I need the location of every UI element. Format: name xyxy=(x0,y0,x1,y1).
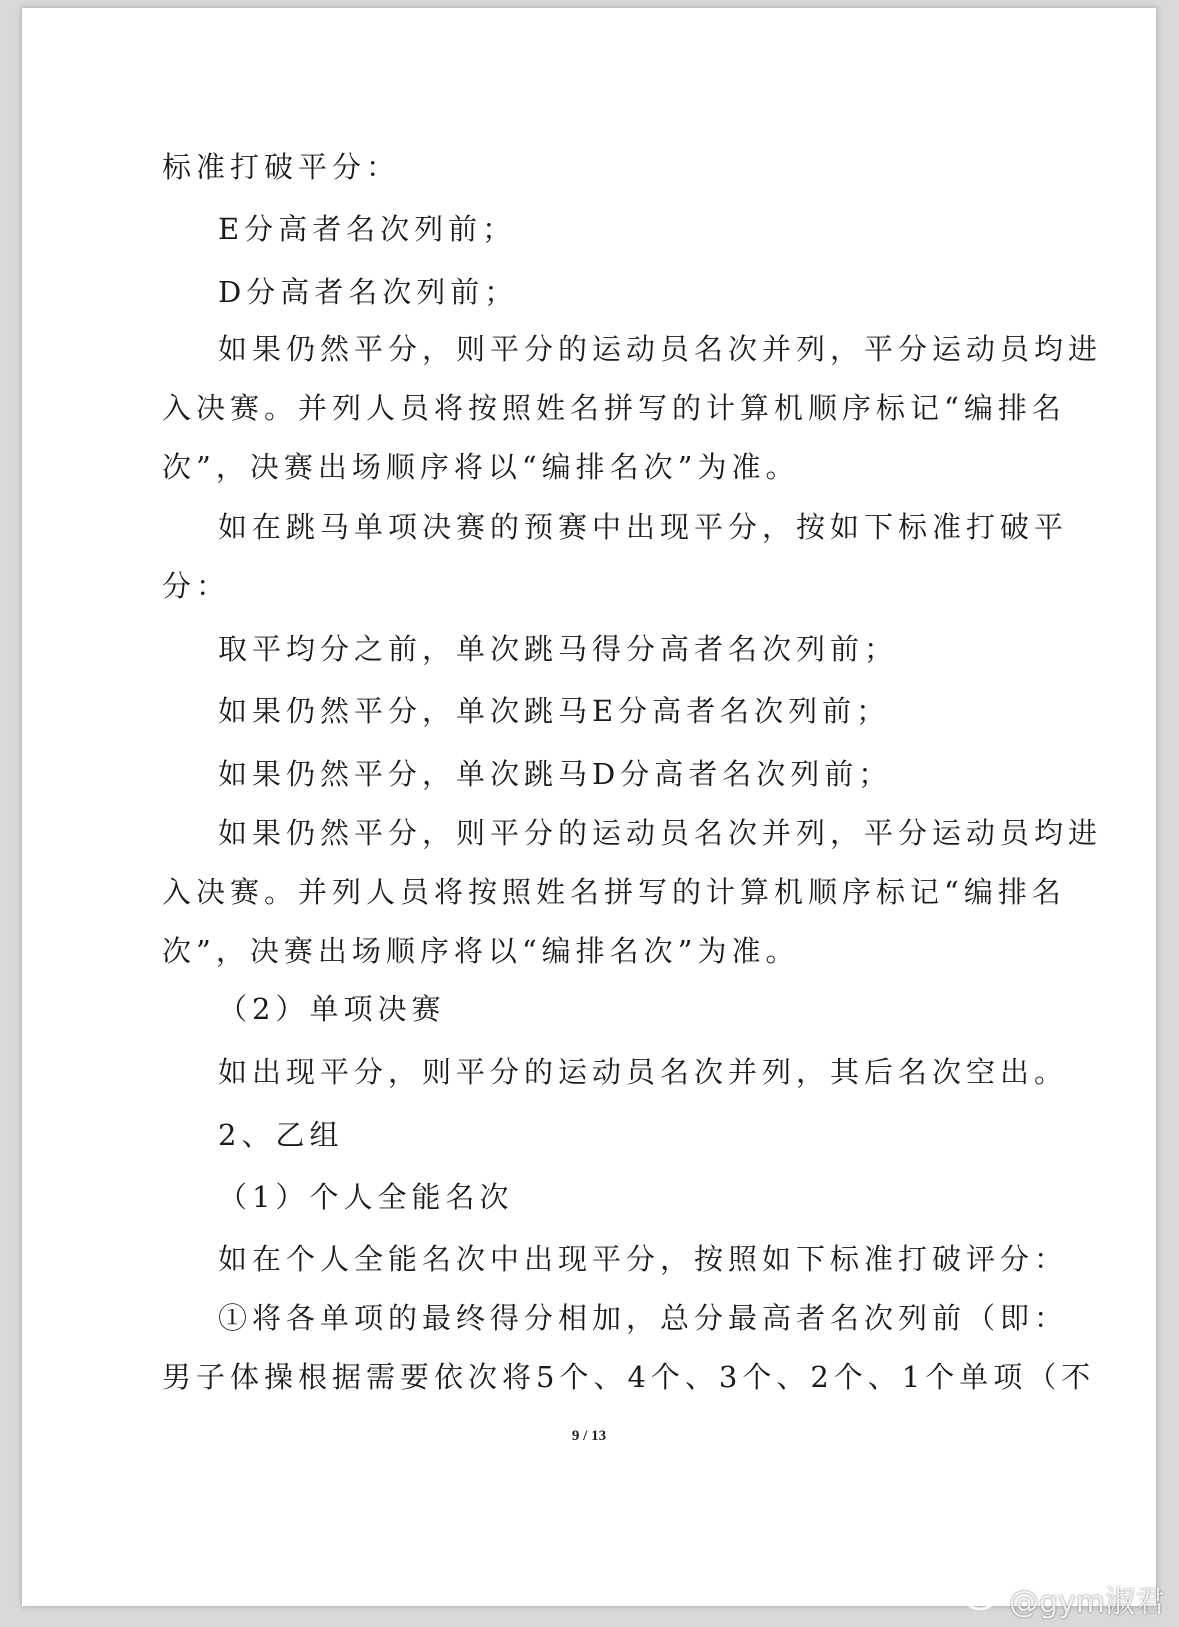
section-heading: 2、乙组 xyxy=(218,1118,344,1152)
page-number: 9 / 13 xyxy=(571,1428,607,1444)
weibo-logo-icon xyxy=(963,1578,1003,1620)
section-heading: （1）个人全能名次 xyxy=(218,1180,514,1214)
paragraph-line: 次”，决赛出场顺序将以“编排名次”为准。 xyxy=(162,934,800,968)
paragraph-line: 如在跳马单项决赛的预赛中出现平分，按如下标准打破平 xyxy=(218,510,1069,544)
watermark-text: @gym淑君 xyxy=(1008,1585,1165,1620)
paragraph-line: 如在个人全能名次中出现平分，按照如下标准打破评分： xyxy=(218,1242,1069,1276)
paragraph-line: 分： xyxy=(162,569,231,603)
paragraph xyxy=(162,1289,1095,1407)
paragraph-line: 如出现平分，则平分的运动员名次并列，其后名次空出。 xyxy=(218,1055,1069,1089)
paragraph-line: 次”，决赛出场顺序将以“编排名次”为准。 xyxy=(162,450,800,484)
paragraph xyxy=(162,320,1102,497)
paragraph-line: 如果仍然平分，则平分的运动员名次并列，平分运动员均进 xyxy=(218,816,1103,850)
paragraph-line: 如果仍然平分，则平分的运动员名次并列，平分运动员均进 xyxy=(218,332,1103,366)
paragraph-line: 如果仍然平分，单次跳马D分高者名次列前； xyxy=(218,757,893,791)
section-heading: （2）单项决赛 xyxy=(218,992,446,1026)
paragraph-line: 标准打破平分： xyxy=(162,150,401,184)
paragraph-line: 取平均分之前，单次跳马得分高者名次列前； xyxy=(218,632,899,666)
paragraph-line: ①将各单项的最终得分相加，总分最高者名次列前（即： xyxy=(218,1301,1069,1335)
paragraph-line: E分高者名次列前； xyxy=(218,212,517,246)
paragraph xyxy=(162,804,1102,981)
paragraph-line: 男子体操根据需要依次将5个、4个、3个、2个、1个单项（不 xyxy=(162,1360,1096,1394)
watermark xyxy=(963,1577,1165,1621)
document-page xyxy=(22,8,1156,1606)
paragraph xyxy=(162,498,1068,616)
paragraph-line: 入决赛。并列人员将按照姓名拼写的计算机顺序标记“编排名 xyxy=(162,391,1066,425)
paragraph-line: D分高者名次列前； xyxy=(218,275,519,309)
paragraph-line: 入决赛。并列人员将按照姓名拼写的计算机顺序标记“编排名 xyxy=(162,875,1066,909)
paragraph-line: 如果仍然平分，单次跳马E分高者名次列前； xyxy=(218,694,891,728)
